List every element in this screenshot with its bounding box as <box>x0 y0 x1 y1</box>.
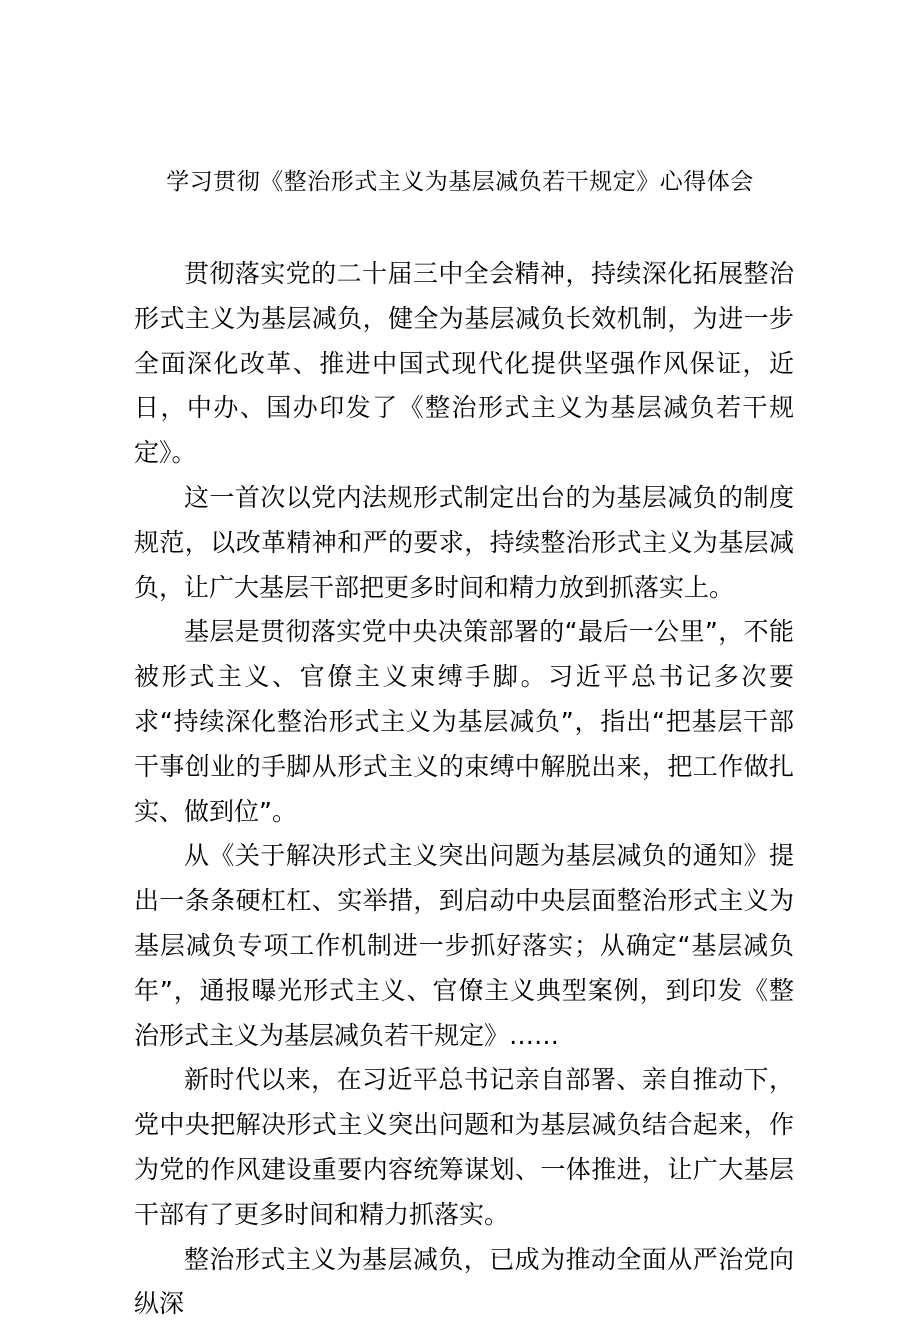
document-body <box>134 252 794 1327</box>
paragraph-3: 基层是贯彻落实党中央决策部署的“最后一公里”，不能被形式主义、官僚主义束缚手脚。习近平总书记多次要求“持续深化整治形式主义为基层减负”，指出“把基层干部干事创业的手脚从形式主义的束缚中解脱出来，把工作做扎实、做到位”。 <box>134 617 794 826</box>
paragraph-5: 新时代以来，在习近平总书记亲自部署、亲自推动下，党中央把解决形式主义突出问题和为基层减负结合起来，作为党的作风建设重要内容统筹谋划、一体推进，让广大基层干部有了更多时间和精力抓落实。 <box>134 1065 794 1229</box>
paragraph-2: 这一首次以党内法规形式制定出台的为基层减负的制度规范，以改革精神和严的要求，持续整治形式主义为基层减负，让广大基层干部把更多时间和精力放到抓落实上。 <box>134 482 794 602</box>
paragraph-6: 整治形式主义为基层减负，已成为推动全面从严治党向纵深 <box>134 1244 794 1319</box>
paragraph-4: 从《关于解决形式主义突出问题为基层减负的通知》提出一条条硬杠杠、实举措，到启动中央层面整治形式主义为基层减负专项工作机制进一步抓好落实；从确定“基层减负年”，通报曝光形式主义、官僚主义典型案例，到印发《整治形式主义为基层减负若干规定》…… <box>134 841 794 1050</box>
paragraph-1: 贯彻落实党的二十届三中全会精神，持续深化拓展整治形式主义为基层减负，健全为基层减负长效机制，为进一步全面深化改革、推进中国式现代化提供坚强作风保证，近日，中办、国办印发了《整治形式主义为基层减负若干规定》。 <box>134 259 794 468</box>
document-title: 学习贯彻《整治形式主义为基层减负若干规定》心得体会 <box>166 169 754 195</box>
